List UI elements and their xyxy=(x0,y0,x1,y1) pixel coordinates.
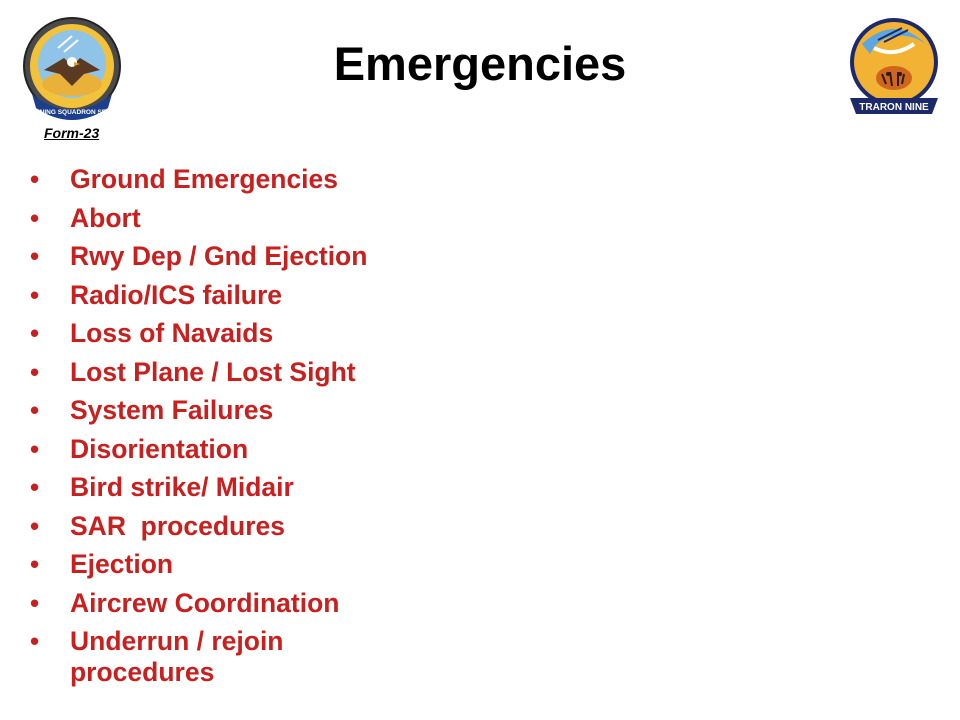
bullet-text: Abort xyxy=(70,202,141,233)
bullet-item-sar-procedures xyxy=(30,507,590,546)
bullet-item-system-failures xyxy=(30,391,590,430)
bullet-text: Loss of Navaids xyxy=(70,318,274,348)
bullet-item-disorientation xyxy=(30,430,590,469)
bullet-dot: • xyxy=(30,318,40,348)
bullet-text: Aircrew Coordination xyxy=(70,587,340,618)
bullet-dot: • xyxy=(30,241,40,271)
bullet-item-ground-emergencies xyxy=(30,160,590,199)
bullet-item-abort xyxy=(30,199,590,238)
bullet-text: Bird strike/ Midair xyxy=(70,472,294,502)
left-logo-text: TRAINING SQUADRON SEVEN xyxy=(24,109,120,116)
bullet-text: Underrun / rejoin procedures xyxy=(70,626,284,687)
bullet-item-underrun-rejoin xyxy=(30,622,590,688)
bullet-text: SAR procedures xyxy=(70,510,286,541)
bullet-text: System Failures xyxy=(70,395,274,425)
bullet-dot: • xyxy=(30,472,40,502)
bullet-dot: • xyxy=(30,626,40,656)
bullet-dot: • xyxy=(30,587,40,618)
bullet-dot: • xyxy=(30,433,40,464)
bullet-dot: • xyxy=(30,164,40,194)
bullet-text: Lost Plane / Lost Sight xyxy=(70,356,356,387)
bullet-text: Ground Emergencies xyxy=(70,164,339,194)
right-logo-text: TRARON NINE xyxy=(859,102,929,113)
bullet-item-ejection xyxy=(30,545,590,584)
slide-title: Emergencies xyxy=(333,37,627,90)
bullet-item-loss-of-navaids xyxy=(30,314,590,353)
bullet-item-bird-strike xyxy=(30,468,590,507)
bullet-dot: • xyxy=(30,356,40,387)
bullet-item-aircrew-coordination xyxy=(30,584,590,623)
bullet-text: Disorientation xyxy=(70,433,249,464)
bullet-dot: • xyxy=(30,202,40,233)
bullet-text: Ejection xyxy=(70,549,174,579)
bullet-text: Radio/ICS failure xyxy=(70,279,283,310)
bullet-item-lost-plane xyxy=(30,353,590,392)
bullet-dot: • xyxy=(30,395,40,425)
bullet-dot: • xyxy=(30,279,40,310)
bullet-item-rwy-dep xyxy=(30,237,590,276)
bullet-list xyxy=(30,160,590,688)
bullet-dot: • xyxy=(30,549,40,579)
bullet-item-radio-ics xyxy=(30,276,590,315)
bullet-text: Rwy Dep / Gnd Ejection xyxy=(70,241,368,271)
form-label: Form-23 xyxy=(44,125,100,141)
bullet-dot: • xyxy=(30,510,40,541)
